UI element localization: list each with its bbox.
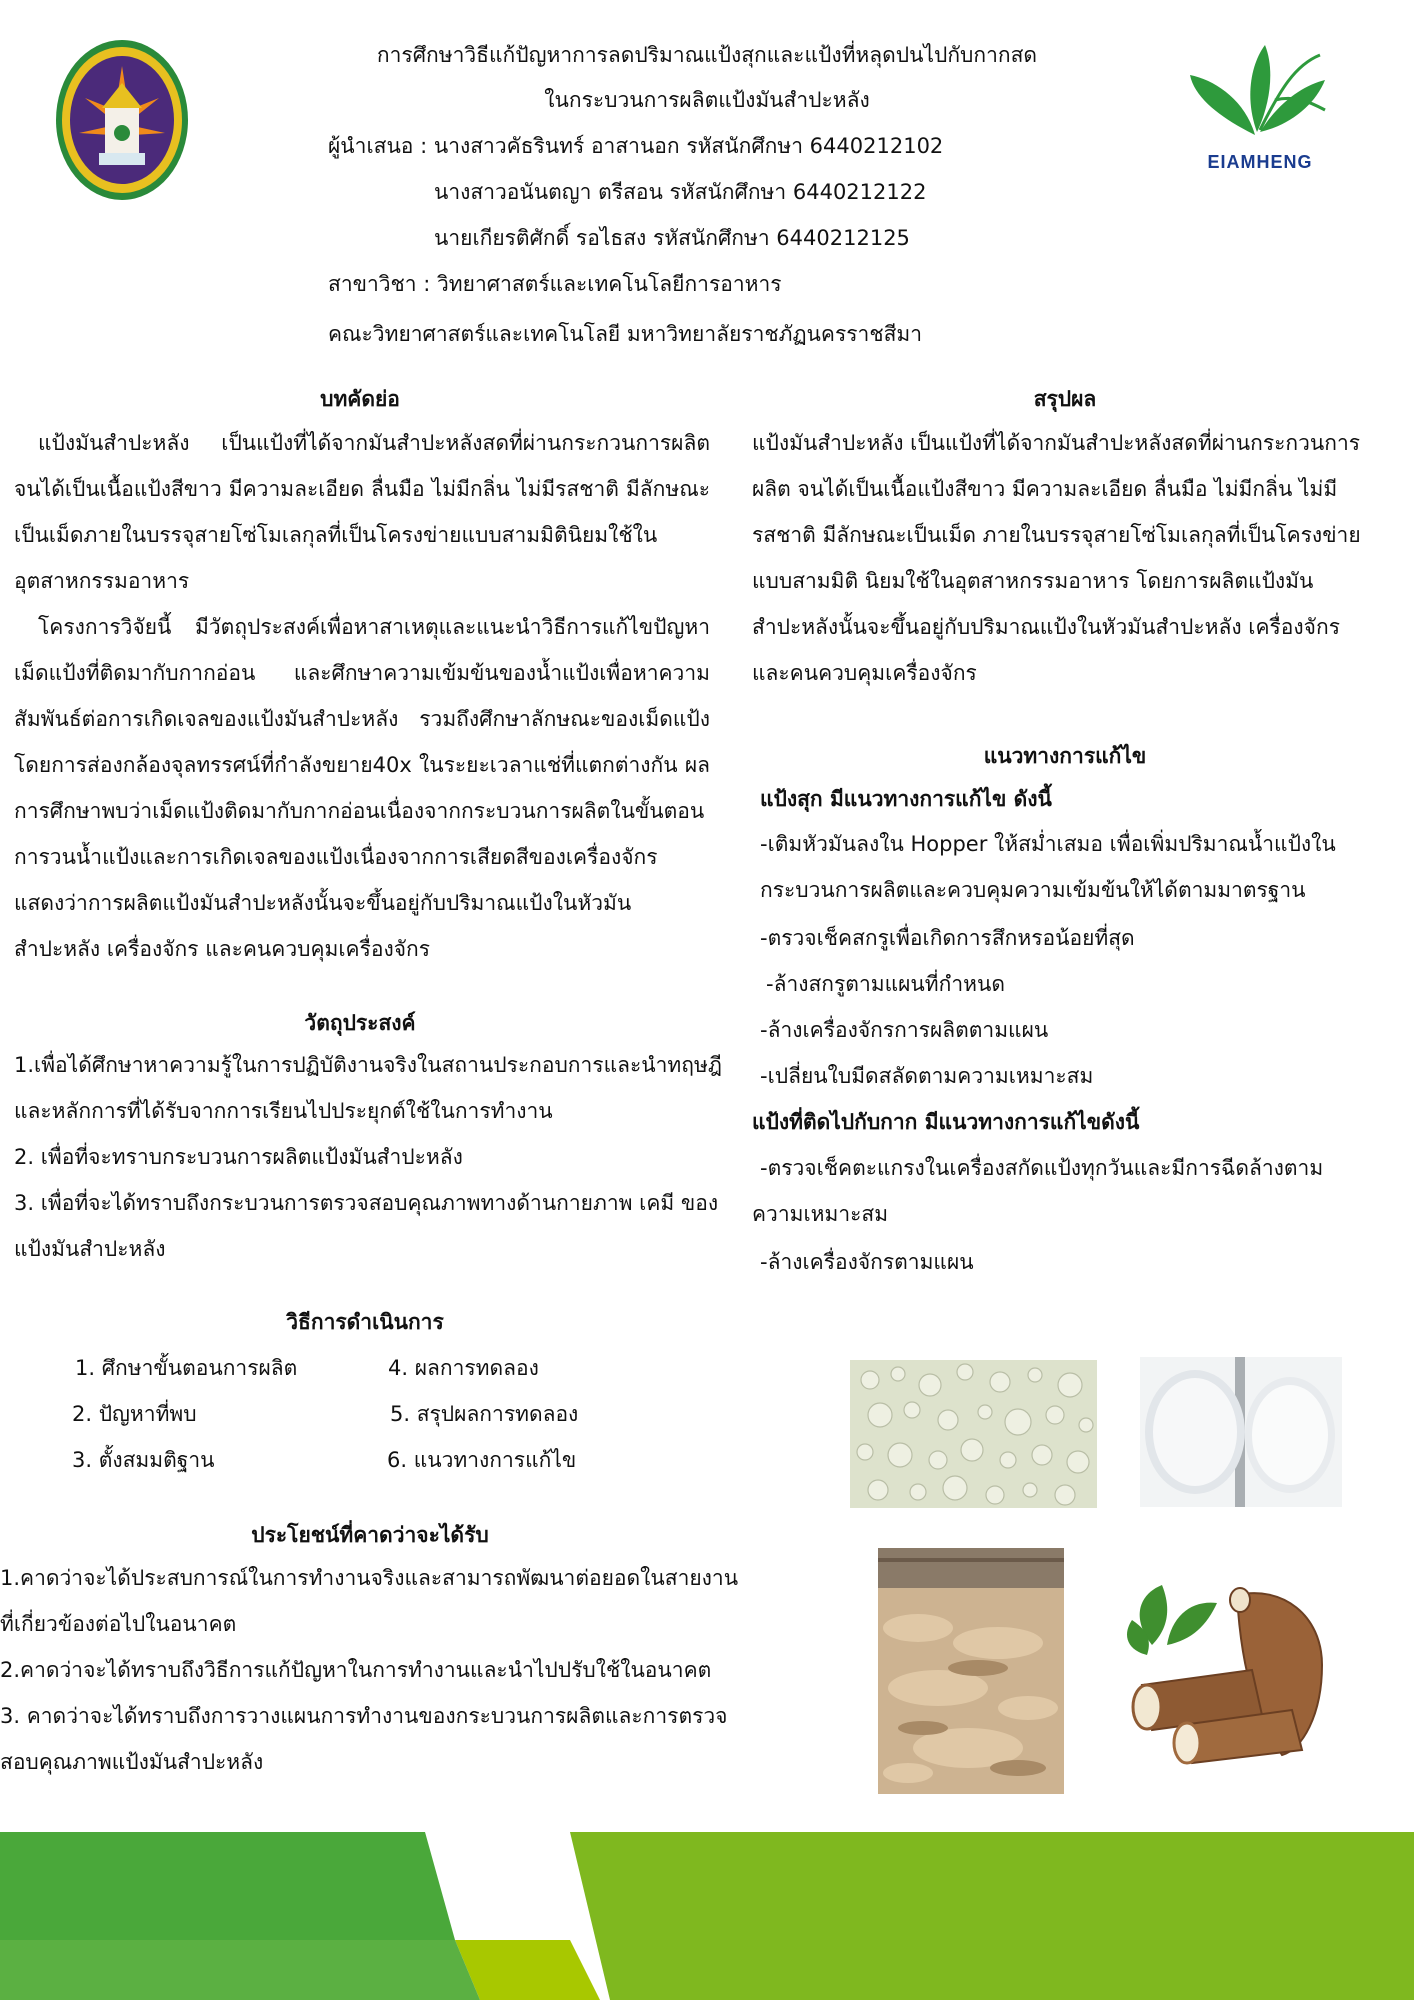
solutions-title: แนวทางการแก้ไข [983,744,1147,768]
poster-title-line1: การศึกษาวิธีแก้ปัญหาการลดปริมาณแป้งสุกและแป้งที่หลุดปนไปกับกากสด [376,43,1038,67]
objective-item-2: 2. เพื่อที่จะทราบกระบวนการผลิตแป้งมันสำปะหลัง [14,1145,463,1169]
faculty: คณะวิทยาศาสตร์และเทคโนโลยี มหาวิทยาลัยราชภัฏนครราชสีมา [328,322,923,346]
pulp-starch-item-1 [752,1145,1362,1237]
objectives-list [14,1042,738,1272]
poster-title-line2: ในกระบวนการผลิตแป้งมันสำปะหลัง [544,88,870,112]
cooked-starch-heading: แป้งสุก มีแนวทางการแก้ไข ดังนี้ [760,787,1052,811]
presenter-3: นายเกียรติศักดิ์ รอไธสง รหัสนักศึกษา 6440212125 [434,226,910,250]
method-step: 6. แนวทางการแก้ไข [387,1448,577,1472]
cooked-starch-item-1 [752,821,1367,913]
method-step: 1. ศึกษาขั้นตอนการผลิต [75,1356,298,1380]
starch-gel-bowls-photo [1140,1357,1342,1507]
starch-microscope-photo [850,1360,1097,1508]
objective-item-3: 3. เพื่อที่จะได้ทราบถึงกระบวนการตรวจสอบคุณภาพทางด้านกายภาพ เคมี ของแป้งมันสำปะหลัง [14,1191,719,1261]
abstract-paragraph-2: โครงการวิจัยนี้ มีวัตถุประสงค์เพื่อหาสาเหตุและแนะนำวิธีการแก้ไขปัญหาเม็ดแป้งที่ติดมากับกากอ่อน และศึกษาความเข้มข้นของน้ำแป้งเพื่อหาความสัมพันธ์ต่อการเกิดเจลของแป้งมันสำปะหลัง รวมถึงศึกษาลักษณะของเม็ดแป้ง โดยการส่องกล้องจุลทรรศน์ที่กำลังขยาย40x ในระยะเวลาแช่ที่แตกต่างกัน ผลการศึกษาพบว่าเม็ดแป้งติดมากับกากอ่อนเนื่องจากกระบวนการผลิตในขั้นตอนการวนน้ำแป้งและการเกิดเจลของแป้งเนื่องจากการเสียดสีของเครื่องจักร แสดงว่าการผลิตแป้งมันสำปะหลังนั้นจะขึ้นอยู่กับปริมาณแป้งในหัวมันสำปะหลัง เครื่องจักร และคนควบคุมเครื่องจักร [14,615,710,961]
benefit-item-2: 2.คาดว่าจะได้ทราบถึงวิธีการแก้ปัญหาในการทำงานและนำไปปรับใช้ในอนาคต [0,1658,712,1682]
abstract-body [14,420,710,972]
cooked-starch-item-3: -ล้างสกรูตามแผนที่กำหนด [766,972,1005,996]
cassava-root-photo [1122,1575,1362,1765]
presenter-2: นางสาวอนันตญา ตรีสอน รหัสนักศึกษา 6440212122 [434,180,927,204]
major: สาขาวิชา : วิทยาศาสตร์และเทคโนโลยีการอาหาร [328,272,782,296]
cooked-starch-item-5: -เปลี่ยนใบมีดสลัดตามความเหมาะสม [760,1064,1094,1088]
benefits-title: ประโยชน์ที่คาดว่าจะได้รับ [251,1523,489,1547]
abstract-title: บทคัดย่อ [320,387,400,411]
benefit-item-1: 1.คาดว่าจะได้ประสบการณ์ในการทำงานจริงและสามารถพัฒนาต่อยอดในสายงานที่เกี่ยวข้องต่อไปในอนาคต [0,1566,739,1636]
abstract-paragraph-1: แป้งมันสำปะหลัง เป็นแป้งที่ได้จากมันสำปะหลังสดที่ผ่านกระกวนการผลิต จนได้เป็นเนื้อแป้งสีขาว มีความละเอียด ลื่นมือ ไม่มีกลิ่น ไม่มีรสชาติ มีลักษณะเป็นเม็ดภายในบรรจุสายโซ่โมเลกุลที่เป็นโครงข่ายแบบสามมิตินิยมใช้ในอุตสาหกรรมอาหาร [14,431,710,593]
method-step: 3. ตั้งสมมติฐาน [72,1448,215,1472]
benefit-item-3: 3. คาดว่าจะได้ทราบถึงการวางแผนการทำงานของกระบวนการผลิตและการตรวจสอบคุณภาพแป้งมันสำปะหลัง [0,1704,728,1774]
cooked-starch-item-4: -ล้างเครื่องจักรการผลิตตามแผน [760,1018,1049,1042]
cooked-starch-item-2: -ตรวจเช็คสกรูเพื่อเกิดการสึกหรอน้อยที่สุด [760,926,1135,950]
conclusion-title: สรุปผล [1033,387,1097,411]
objective-item-1: 1.เพื่อได้ศึกษาหาความรู้ในการปฏิบัติงานจริงในสถานประกอบการและนำทฤษฎีและหลักการที่ได้รับจากการเรียนไปประยุกต์ใช้ในการทำงาน [14,1053,722,1123]
cassava-pulp-photo [878,1548,1064,1794]
footer-band [0,1832,1414,2000]
presenter-1: ผู้นำเสนอ : นางสาวคัธรินทร์ อาสานอก รหัสนักศึกษา 6440212102 [328,134,944,158]
brand-name: EIAMHENG [1207,152,1313,172]
method-step: 2. ปัญหาที่พบ [72,1402,197,1426]
method-step: 5. สรุปผลการทดลอง [390,1402,579,1426]
pulp-starch-heading: แป้งที่ติดไปกับกาก มีแนวทางการแก้ไขดังนี้ [752,1110,1140,1134]
pulp-solution-text: -ตรวจเช็คตะแกรงในเครื่องสกัดแป้งทุกวันและมีการฉีดล้างตามความเหมาะสม [752,1156,1324,1226]
method-step: 4. ผลการทดลอง [388,1356,539,1380]
methods-title: วิธีการดำเนินการ [286,1310,444,1334]
conclusion-body: แป้งมันสำปะหลัง เป็นแป้งที่ได้จากมันสำปะหลังสดที่ผ่านกระกวนการผลิต จนได้เป็นเนื้อแป้งสีขาว มีความละเอียด ลื่นมือ ไม่มีกลิ่น ไม่มีรสชาติ มีลักษณะเป็นเม็ด ภายในบรรจุสายโซ่โมเลกุลที่เป็นโครงข่ายแบบสามมิติ นิยมใช้ในอุตสาหกรรมอาหาร โดยการผลิตแป้งมันสำปะหลังนั้นจะขึ้นอยู่กับปริมาณแป้งในหัวมันสำปะหลัง เครื่องจักร และคนควบคุมเครื่องจักร [752,431,1361,685]
benefits-list [0,1555,740,1785]
pulp-starch-item-2: -ล้างเครื่องจักรตามแผน [760,1250,974,1274]
objectives-title: วัตถุประสงค์ [304,1011,416,1035]
cooked-solution-text: -เติมหัวมันลงใน Hopper ให้สม่ำเสมอ เพื่อเพิ่มปริมาณน้ำแป้งในกระบวนการผลิตและควบคุมความเข้มข้นให้ได้ตามมาตรฐาน [760,832,1336,902]
